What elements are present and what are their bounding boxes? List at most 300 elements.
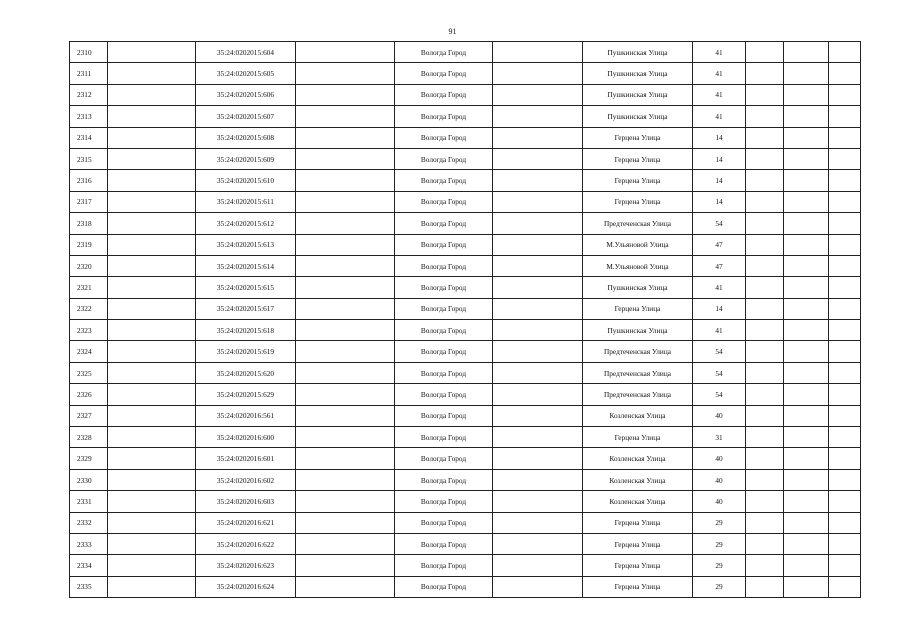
house-number: 14	[693, 191, 746, 212]
table-row	[70, 405, 861, 426]
empty-cell	[829, 512, 861, 533]
empty-cell	[296, 341, 395, 362]
row-number: 2324	[70, 341, 108, 362]
empty-cell	[746, 362, 784, 383]
table-row	[70, 320, 861, 341]
street-name: Герцена Улица	[583, 191, 693, 212]
empty-cell	[493, 63, 583, 84]
house-number: 41	[693, 42, 746, 63]
empty-cell	[493, 555, 583, 576]
cadastral-number: 35:24:0202015:613	[196, 234, 296, 255]
street-name: Пушкинская Улица	[583, 63, 693, 84]
city-name: Вологда Город	[395, 512, 493, 533]
empty-cell	[296, 191, 395, 212]
cadastral-number: 35:24:0202015:605	[196, 63, 296, 84]
empty-cell	[493, 106, 583, 127]
city-name: Вологда Город	[395, 298, 493, 319]
empty-cell	[493, 42, 583, 63]
empty-cell	[296, 384, 395, 405]
empty-cell	[746, 405, 784, 426]
empty-cell	[493, 277, 583, 298]
page-number: 91	[448, 27, 457, 36]
row-number: 2326	[70, 384, 108, 405]
empty-cell	[493, 469, 583, 490]
empty-cell	[493, 148, 583, 169]
table-row	[70, 277, 861, 298]
empty-cell	[746, 469, 784, 490]
street-name: Козленская Улица	[583, 405, 693, 426]
row-number: 2316	[70, 170, 108, 191]
empty-cell	[296, 255, 395, 276]
empty-cell	[493, 234, 583, 255]
empty-cell	[784, 63, 829, 84]
empty-cell	[784, 148, 829, 169]
empty-cell	[108, 84, 196, 105]
empty-cell	[493, 127, 583, 148]
cadastral-number: 35:24:0202015:620	[196, 362, 296, 383]
empty-cell	[108, 555, 196, 576]
cadastral-number: 35:24:0202015:609	[196, 148, 296, 169]
empty-cell	[746, 298, 784, 319]
empty-cell	[746, 555, 784, 576]
table-row	[70, 234, 861, 255]
street-name: Предтеченская Улица	[583, 384, 693, 405]
empty-cell	[746, 576, 784, 597]
empty-cell	[784, 84, 829, 105]
empty-cell	[784, 405, 829, 426]
city-name: Вологда Город	[395, 106, 493, 127]
empty-cell	[108, 512, 196, 533]
cadastral-number: 35:24:0202015:610	[196, 170, 296, 191]
empty-cell	[108, 405, 196, 426]
house-number: 40	[693, 469, 746, 490]
empty-cell	[108, 576, 196, 597]
empty-cell	[746, 234, 784, 255]
row-number: 2328	[70, 427, 108, 448]
row-number: 2334	[70, 555, 108, 576]
empty-cell	[829, 106, 861, 127]
empty-cell	[296, 320, 395, 341]
empty-cell	[829, 362, 861, 383]
empty-cell	[108, 469, 196, 490]
city-name: Вологда Город	[395, 427, 493, 448]
cadastral-number: 35:24:0202015:619	[196, 341, 296, 362]
row-number: 2313	[70, 106, 108, 127]
row-number: 2322	[70, 298, 108, 319]
empty-cell	[493, 491, 583, 512]
empty-cell	[829, 384, 861, 405]
empty-cell	[108, 170, 196, 191]
empty-cell	[746, 84, 784, 105]
cadastral-number: 35:24:0202016:602	[196, 469, 296, 490]
empty-cell	[108, 298, 196, 319]
empty-cell	[493, 255, 583, 276]
row-number: 2335	[70, 576, 108, 597]
house-number: 29	[693, 555, 746, 576]
empty-cell	[108, 533, 196, 554]
empty-cell	[746, 170, 784, 191]
empty-cell	[493, 448, 583, 469]
row-number: 2321	[70, 277, 108, 298]
house-number: 29	[693, 576, 746, 597]
empty-cell	[746, 213, 784, 234]
empty-cell	[746, 384, 784, 405]
empty-cell	[746, 42, 784, 63]
city-name: Вологда Город	[395, 576, 493, 597]
empty-cell	[108, 384, 196, 405]
table-row	[70, 448, 861, 469]
house-number: 31	[693, 427, 746, 448]
house-number: 14	[693, 298, 746, 319]
row-number: 2319	[70, 234, 108, 255]
empty-cell	[746, 127, 784, 148]
row-number: 2323	[70, 320, 108, 341]
table-row	[70, 512, 861, 533]
empty-cell	[829, 148, 861, 169]
empty-cell	[784, 362, 829, 383]
empty-cell	[829, 127, 861, 148]
street-name: Предтеченская Улица	[583, 213, 693, 234]
house-number: 54	[693, 362, 746, 383]
house-number: 41	[693, 106, 746, 127]
empty-cell	[829, 191, 861, 212]
cadastral-number: 35:24:0202015:629	[196, 384, 296, 405]
empty-cell	[108, 106, 196, 127]
table-row	[70, 84, 861, 105]
empty-cell	[493, 191, 583, 212]
empty-cell	[108, 362, 196, 383]
empty-cell	[784, 491, 829, 512]
cadastral-number: 35:24:0202015:617	[196, 298, 296, 319]
empty-cell	[746, 533, 784, 554]
street-name: Козленская Улица	[583, 448, 693, 469]
table-row	[70, 191, 861, 212]
city-name: Вологда Город	[395, 491, 493, 512]
table-row	[70, 255, 861, 276]
empty-cell	[296, 84, 395, 105]
table-row	[70, 427, 861, 448]
cadastral-number: 35:24:0202016:624	[196, 576, 296, 597]
street-name: Герцена Улица	[583, 555, 693, 576]
row-number: 2330	[70, 469, 108, 490]
empty-cell	[108, 234, 196, 255]
cadastral-number: 35:24:0202016:623	[196, 555, 296, 576]
table-row	[70, 213, 861, 234]
empty-cell	[829, 298, 861, 319]
empty-cell	[296, 63, 395, 84]
empty-cell	[829, 42, 861, 63]
street-name: Герцена Улица	[583, 512, 693, 533]
empty-cell	[784, 234, 829, 255]
empty-cell	[784, 298, 829, 319]
empty-cell	[829, 576, 861, 597]
house-number: 14	[693, 127, 746, 148]
table-row	[70, 533, 861, 554]
empty-cell	[829, 320, 861, 341]
table-row	[70, 576, 861, 597]
empty-cell	[784, 320, 829, 341]
table-row	[70, 469, 861, 490]
empty-cell	[784, 469, 829, 490]
empty-cell	[296, 42, 395, 63]
empty-cell	[493, 298, 583, 319]
house-number: 40	[693, 448, 746, 469]
cadastral-number: 35:24:0202015:607	[196, 106, 296, 127]
empty-cell	[296, 234, 395, 255]
street-name: Герцена Улица	[583, 576, 693, 597]
empty-cell	[829, 533, 861, 554]
street-name: Пушкинская Улица	[583, 277, 693, 298]
street-name: М.Ульяновой Улица	[583, 234, 693, 255]
row-number: 2311	[70, 63, 108, 84]
empty-cell	[108, 148, 196, 169]
empty-cell	[746, 427, 784, 448]
table-row	[70, 362, 861, 383]
empty-cell	[829, 448, 861, 469]
register-body	[70, 42, 861, 598]
table-row	[70, 148, 861, 169]
empty-cell	[108, 341, 196, 362]
empty-cell	[493, 405, 583, 426]
street-name: Герцена Улица	[583, 127, 693, 148]
city-name: Вологда Город	[395, 255, 493, 276]
cadastral-number: 35:24:0202015:618	[196, 320, 296, 341]
empty-cell	[108, 42, 196, 63]
empty-cell	[784, 533, 829, 554]
city-name: Вологда Город	[395, 127, 493, 148]
house-number: 41	[693, 320, 746, 341]
empty-cell	[493, 341, 583, 362]
house-number: 29	[693, 512, 746, 533]
city-name: Вологда Город	[395, 320, 493, 341]
house-number: 29	[693, 533, 746, 554]
empty-cell	[108, 277, 196, 298]
empty-cell	[296, 576, 395, 597]
street-name: Герцена Улица	[583, 170, 693, 191]
row-number: 2327	[70, 405, 108, 426]
house-number: 47	[693, 255, 746, 276]
empty-cell	[829, 555, 861, 576]
empty-cell	[108, 63, 196, 84]
city-name: Вологда Город	[395, 405, 493, 426]
register-table	[69, 41, 861, 598]
empty-cell	[746, 277, 784, 298]
street-name: Предтеченская Улица	[583, 362, 693, 383]
city-name: Вологда Город	[395, 384, 493, 405]
city-name: Вологда Город	[395, 213, 493, 234]
empty-cell	[746, 491, 784, 512]
city-name: Вологда Город	[395, 84, 493, 105]
empty-cell	[493, 427, 583, 448]
city-name: Вологда Город	[395, 469, 493, 490]
cadastral-number: 35:24:0202015:614	[196, 255, 296, 276]
row-number: 2325	[70, 362, 108, 383]
empty-cell	[296, 362, 395, 383]
empty-cell	[296, 170, 395, 191]
empty-cell	[829, 170, 861, 191]
empty-cell	[108, 427, 196, 448]
street-name: Герцена Улица	[583, 148, 693, 169]
cadastral-number: 35:24:0202015:608	[196, 127, 296, 148]
empty-cell	[829, 213, 861, 234]
empty-cell	[296, 106, 395, 127]
empty-cell	[746, 320, 784, 341]
empty-cell	[784, 427, 829, 448]
house-number: 40	[693, 491, 746, 512]
empty-cell	[829, 405, 861, 426]
cadastral-number: 35:24:0202015:615	[196, 277, 296, 298]
empty-cell	[829, 341, 861, 362]
table-row	[70, 127, 861, 148]
table-row	[70, 384, 861, 405]
street-name: Герцена Улица	[583, 533, 693, 554]
empty-cell	[829, 277, 861, 298]
city-name: Вологда Город	[395, 362, 493, 383]
empty-cell	[784, 42, 829, 63]
empty-cell	[784, 213, 829, 234]
row-number: 2331	[70, 491, 108, 512]
row-number: 2333	[70, 533, 108, 554]
table-row	[70, 555, 861, 576]
empty-cell	[493, 362, 583, 383]
street-name: Козленская Улица	[583, 469, 693, 490]
cadastral-number: 35:24:0202015:604	[196, 42, 296, 63]
empty-cell	[296, 405, 395, 426]
empty-cell	[829, 234, 861, 255]
empty-cell	[784, 170, 829, 191]
city-name: Вологда Город	[395, 63, 493, 84]
city-name: Вологда Город	[395, 555, 493, 576]
empty-cell	[493, 213, 583, 234]
table-row	[70, 106, 861, 127]
house-number: 41	[693, 63, 746, 84]
cadastral-number: 35:24:0202016:603	[196, 491, 296, 512]
empty-cell	[784, 448, 829, 469]
empty-cell	[108, 491, 196, 512]
city-name: Вологда Город	[395, 341, 493, 362]
empty-cell	[829, 427, 861, 448]
street-name: Герцена Улица	[583, 427, 693, 448]
city-name: Вологда Город	[395, 42, 493, 63]
street-name: М.Ульяновой Улица	[583, 255, 693, 276]
table-row	[70, 341, 861, 362]
house-number: 41	[693, 84, 746, 105]
empty-cell	[746, 191, 784, 212]
empty-cell	[296, 427, 395, 448]
row-number: 2332	[70, 512, 108, 533]
row-number: 2312	[70, 84, 108, 105]
empty-cell	[108, 255, 196, 276]
table-row	[70, 170, 861, 191]
row-number: 2310	[70, 42, 108, 63]
street-name: Пушкинская Улица	[583, 42, 693, 63]
cadastral-number: 35:24:0202015:606	[196, 84, 296, 105]
empty-cell	[746, 255, 784, 276]
house-number: 14	[693, 148, 746, 169]
street-name: Предтеченская Улица	[583, 341, 693, 362]
row-number: 2320	[70, 255, 108, 276]
street-name: Пушкинская Улица	[583, 320, 693, 341]
empty-cell	[746, 106, 784, 127]
city-name: Вологда Город	[395, 191, 493, 212]
empty-cell	[296, 448, 395, 469]
table-row	[70, 298, 861, 319]
empty-cell	[493, 84, 583, 105]
empty-cell	[108, 213, 196, 234]
city-name: Вологда Город	[395, 234, 493, 255]
city-name: Вологда Город	[395, 148, 493, 169]
city-name: Вологда Город	[395, 533, 493, 554]
empty-cell	[784, 576, 829, 597]
empty-cell	[829, 63, 861, 84]
house-number: 41	[693, 277, 746, 298]
cadastral-number: 35:24:0202016:561	[196, 405, 296, 426]
empty-cell	[296, 213, 395, 234]
empty-cell	[746, 512, 784, 533]
empty-cell	[829, 255, 861, 276]
empty-cell	[296, 298, 395, 319]
cadastral-number: 35:24:0202015:611	[196, 191, 296, 212]
row-number: 2329	[70, 448, 108, 469]
cadastral-number: 35:24:0202016:601	[196, 448, 296, 469]
city-name: Вологда Город	[395, 277, 493, 298]
empty-cell	[746, 63, 784, 84]
city-name: Вологда Город	[395, 448, 493, 469]
house-number: 47	[693, 234, 746, 255]
table-row	[70, 42, 861, 63]
empty-cell	[108, 448, 196, 469]
empty-cell	[784, 191, 829, 212]
house-number: 40	[693, 405, 746, 426]
empty-cell	[493, 533, 583, 554]
empty-cell	[784, 384, 829, 405]
street-name: Герцена Улица	[583, 298, 693, 319]
empty-cell	[784, 127, 829, 148]
empty-cell	[296, 277, 395, 298]
empty-cell	[493, 512, 583, 533]
empty-cell	[493, 384, 583, 405]
empty-cell	[493, 576, 583, 597]
city-name: Вологда Город	[395, 170, 493, 191]
street-name: Пушкинская Улица	[583, 84, 693, 105]
empty-cell	[784, 341, 829, 362]
empty-cell	[296, 533, 395, 554]
empty-cell	[784, 255, 829, 276]
empty-cell	[784, 277, 829, 298]
house-number: 14	[693, 170, 746, 191]
empty-cell	[108, 127, 196, 148]
empty-cell	[296, 555, 395, 576]
table-row	[70, 491, 861, 512]
empty-cell	[296, 148, 395, 169]
row-number: 2314	[70, 127, 108, 148]
street-name: Пушкинская Улица	[583, 106, 693, 127]
empty-cell	[746, 341, 784, 362]
empty-cell	[296, 469, 395, 490]
empty-cell	[784, 106, 829, 127]
empty-cell	[108, 191, 196, 212]
empty-cell	[829, 84, 861, 105]
cadastral-number: 35:24:0202016:622	[196, 533, 296, 554]
empty-cell	[108, 320, 196, 341]
table-row	[70, 63, 861, 84]
empty-cell	[296, 491, 395, 512]
row-number: 2315	[70, 148, 108, 169]
row-number: 2317	[70, 191, 108, 212]
empty-cell	[746, 448, 784, 469]
row-number: 2318	[70, 213, 108, 234]
empty-cell	[784, 555, 829, 576]
